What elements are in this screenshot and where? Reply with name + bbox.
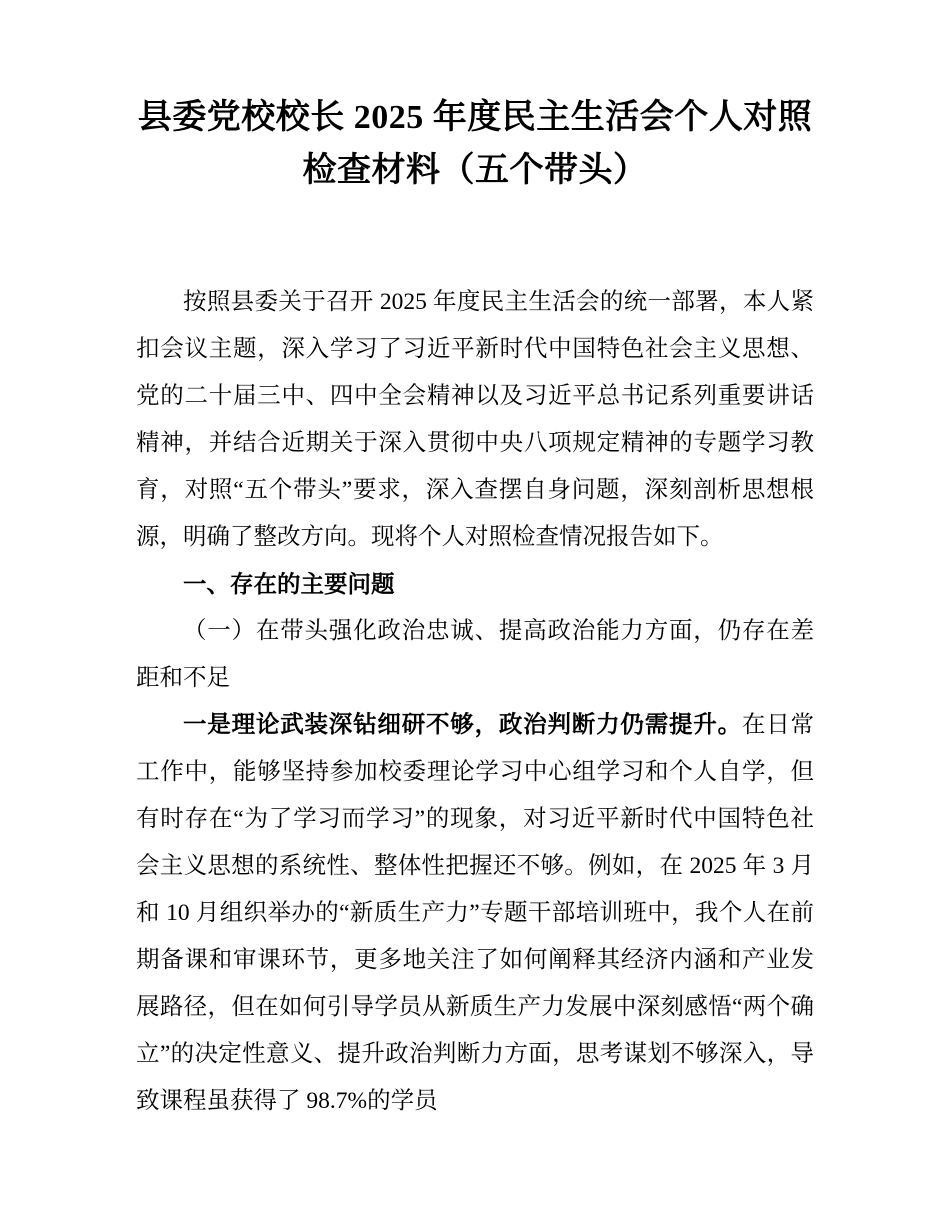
point1-paragraph: [136, 702, 814, 1125]
section1-heading: 一、存在的主要问题: [183, 571, 395, 598]
point1-lead-sentence: 一是理论武装深钻细研不够，政治判断力仍需提升。: [183, 712, 742, 739]
point1-body-text: 在日常工作中，能够坚持参加校委理论学习中心组学习和个人自学，但有时存在“为了学习而学习”的现象，对习近平新时代中国特色社会主义思想的系统性、整体性把握还不够。例如，在 2025 年 3 月和 10 月组织举办的“新质生产力”专题干部培训班中，我个人在前期备课和审课环节，更多地关注了如何阐释其经济内涵和产业发展路径，但在如何引导学员从新质生产力发展中深刻感悟“两个确立”的决定性意义、提升政治判断力方面，思考谋划不够深入，导致课程虽获得了 98.7%的学员: [136, 712, 815, 1115]
intro-paragraph: 按照县委关于召开 2025 年度民主生活会的统一部署，本人紧扣会议主题，深入学习了习近平新时代中国特色社会主义思想、党的二十届三中、四中全会精神以及习近平总书记系列重要讲话精神，并结合近期关于深入贯彻中央八项规定精神的专题学习教育，对照“五个带头”要求，深入查摆自身问题，深刻剖析思想根源，明确了整改方向。现将个人对照检查情况报告如下。: [136, 289, 814, 551]
document-title: 县委党校校长 2025 年度民主生活会个人对照检查材料（五个带头）: [137, 99, 813, 189]
section1-subheading: （一）在带头强化政治忠诚、提高政治能力方面，仍存在差距和不足: [136, 618, 814, 692]
